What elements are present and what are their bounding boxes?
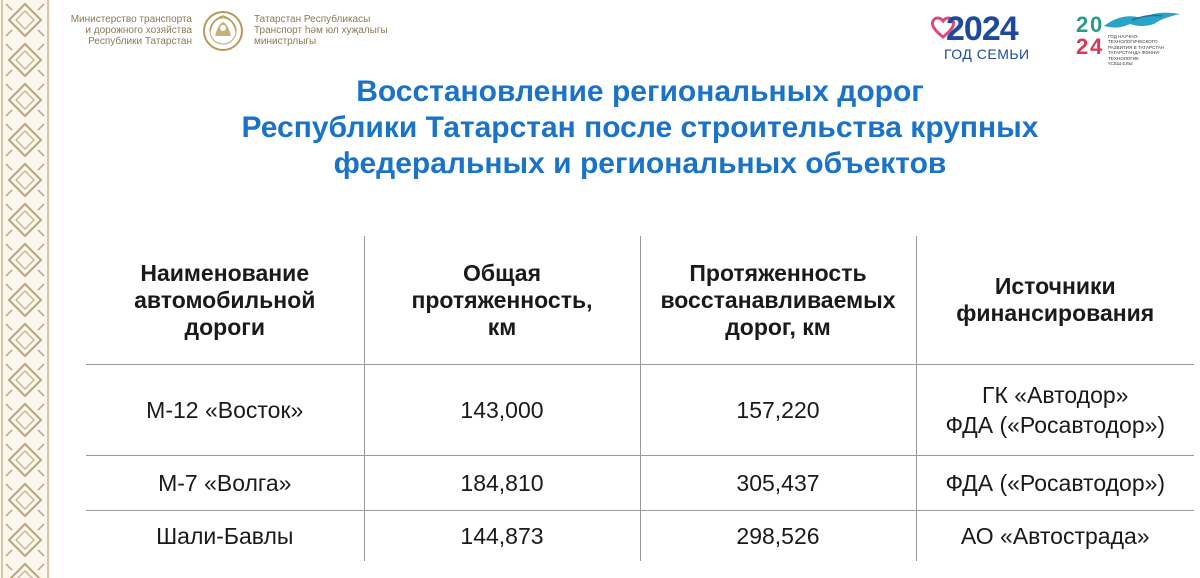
science-year-digit: 2 — [1076, 12, 1089, 37]
header-line: дорог, км — [725, 313, 831, 340]
header-line: протяженность, — [411, 286, 593, 313]
science-year-text-line: РАЗВИТИЯ В ТАТАРСТАН — [1108, 44, 1165, 50]
ministry-ru-line: Республики Татарстан — [88, 36, 192, 47]
header-road-name — [86, 236, 364, 365]
cell-restored-length: 298,526 — [640, 511, 916, 562]
header-funding-sources — [916, 236, 1194, 365]
year-number: 2024 — [946, 10, 1018, 48]
title-line: федеральных и региональных объектов — [333, 147, 947, 180]
header-line: Источники — [994, 273, 1116, 299]
decorative-border — [0, 0, 50, 578]
science-year-text-line: ГОД НАУЧНО-ТЕХНОЛОГИЧЕСКОГО — [1108, 34, 1158, 45]
science-year-digit: 2 — [1076, 34, 1089, 59]
cell-restored-length: 305,437 — [640, 456, 916, 511]
science-year-text — [1108, 34, 1178, 66]
science-year-digit: 0 — [1090, 12, 1103, 37]
year-subtitle: ГОД СЕМЬИ — [944, 46, 1030, 62]
ministry-ru-line: и дорожного хозяйства — [85, 25, 192, 36]
year-of-family-logo — [928, 10, 1038, 66]
funding-line: АО «Автострада» — [960, 523, 1150, 549]
ministry-ru-line: Министерство транспорта — [70, 14, 192, 25]
cell-road-name: М-12 «Восток» — [86, 365, 364, 456]
ornament-pattern — [0, 0, 50, 578]
table-row — [86, 511, 1194, 562]
title-line: Восстановление региональных дорог — [356, 75, 924, 108]
header-line: финансирования — [956, 300, 1155, 326]
table-row — [86, 365, 1194, 456]
cell-funding — [916, 456, 1194, 511]
cell-total-length: 144,873 — [364, 511, 640, 562]
tatarstan-emblem-icon — [202, 10, 244, 52]
cell-total-length: 184,810 — [364, 456, 640, 511]
science-year-logo — [1072, 8, 1184, 66]
header-line: Протяженность — [689, 259, 867, 286]
cell-funding — [916, 511, 1194, 562]
cell-road-name: Шали-Бавлы — [156, 523, 294, 549]
cell-road-name: М-7 «Волга» — [86, 456, 364, 511]
cell-funding — [916, 365, 1194, 456]
ministry-tt-line: Татарстан Республикасы — [254, 14, 371, 25]
ministry-tt-line: Транспорт һәм юл хуҗалыгы — [254, 25, 388, 36]
funding-line: ФДА («Росавтодор») — [945, 470, 1166, 496]
header-line: восстанавливаемых — [660, 286, 896, 313]
header-total-length — [364, 236, 640, 365]
slide-title — [140, 74, 1140, 182]
header-restored-length — [640, 236, 916, 365]
cell-restored-length: 157,220 — [640, 365, 916, 456]
ministry-name-ru — [60, 14, 192, 47]
science-year-text-line: ҮСЕШ ЕЛЫ — [1108, 61, 1133, 67]
cell-total-length: 143,000 — [364, 365, 640, 456]
table-header-row — [86, 236, 1194, 365]
header-line: дороги — [184, 313, 265, 340]
header-line: Наименование — [140, 259, 310, 286]
table-row — [86, 456, 1194, 511]
science-year-digit: 4 — [1090, 34, 1103, 59]
header-line: автомобильной — [134, 286, 316, 313]
bird-icon — [1102, 8, 1182, 32]
science-year-text-line: ТАТАРСТАНДА ФӘННИ-ТЕХНОЛОГИК — [1108, 50, 1161, 61]
title-line: Республики Татарстан после строительства крупных — [241, 111, 1039, 144]
header-line: Общая — [463, 259, 541, 286]
funding-line: ФДА («Росавтодор») — [945, 412, 1166, 438]
ministry-name-tt — [254, 14, 414, 47]
header-line: км — [487, 313, 517, 340]
ministry-tt-line: министрлыгы — [254, 36, 317, 47]
roads-table — [86, 236, 1194, 561]
funding-line: ГК «Автодор» — [982, 382, 1129, 408]
